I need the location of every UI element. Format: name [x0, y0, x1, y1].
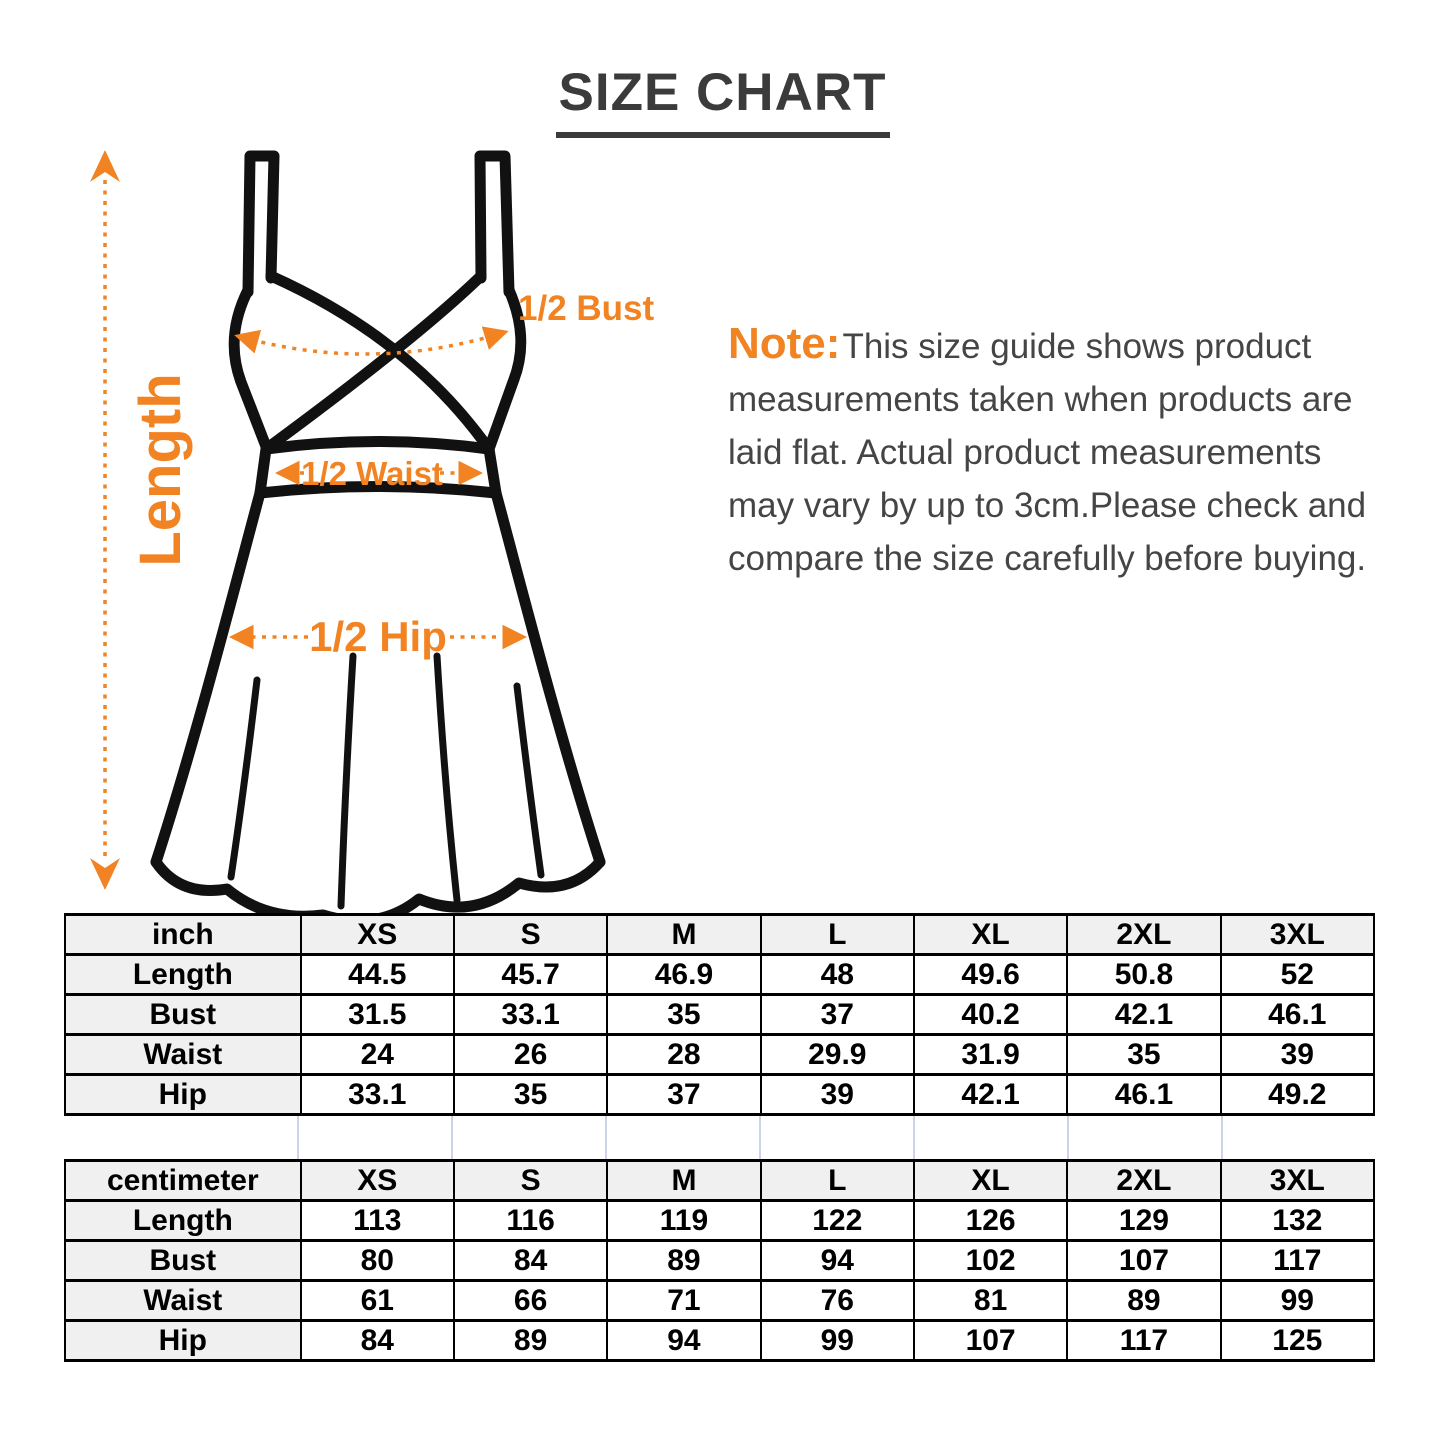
data-row: [65, 955, 1374, 995]
measurement-cell: 24: [301, 1035, 454, 1075]
hip-label: 1/2 Hip: [309, 613, 447, 660]
dress-outline: [156, 156, 600, 915]
row-label: Waist: [65, 1035, 301, 1075]
measurement-cell: 117: [1067, 1321, 1220, 1361]
arrow-up-icon: [90, 150, 120, 182]
data-row: [65, 1321, 1374, 1361]
measurement-cell: 52: [1221, 955, 1374, 995]
measurement-cell: 76: [761, 1281, 914, 1321]
measurement-cell: 80: [301, 1241, 454, 1281]
measurement-cell: 89: [1067, 1281, 1220, 1321]
size-table-centimeter: [64, 1159, 1375, 1362]
measurement-cell: 33.1: [454, 995, 607, 1035]
measurement-cell: 126: [914, 1201, 1067, 1241]
length-arrow: [90, 150, 120, 890]
size-column-header: M: [607, 915, 760, 955]
measurement-cell: 31.5: [301, 995, 454, 1035]
measurement-cell: 48: [761, 955, 914, 995]
size-column-header: XL: [914, 1161, 1067, 1201]
length-label: Length: [128, 373, 193, 567]
measurement-cell: 31.9: [914, 1035, 1067, 1075]
measurement-cell: 119: [607, 1201, 760, 1241]
page-title: SIZE CHART: [556, 62, 890, 138]
measurement-cell: 89: [607, 1241, 760, 1281]
measurement-cell: 39: [761, 1075, 914, 1115]
row-label: Bust: [65, 1241, 301, 1281]
measurement-cell: 45.7: [454, 955, 607, 995]
data-row: [65, 1241, 1374, 1281]
measurement-cell: 99: [1221, 1281, 1374, 1321]
measurement-cell: 42.1: [914, 1075, 1067, 1115]
waist-label: 1/2 Waist: [301, 455, 443, 492]
measurement-cell: 89: [454, 1321, 607, 1361]
measurement-cell: 84: [301, 1321, 454, 1361]
size-column-header: 3XL: [1221, 915, 1374, 955]
row-label: Hip: [65, 1075, 301, 1115]
row-label: Waist: [65, 1281, 301, 1321]
measurement-cell: 29.9: [761, 1035, 914, 1075]
gap-cell: [299, 1116, 453, 1159]
arrow-down-icon: [90, 858, 120, 890]
inch-table-wrap: [64, 913, 1375, 1116]
header-row: [65, 915, 1374, 955]
measurement-cell: 33.1: [301, 1075, 454, 1115]
gap-cell: [915, 1116, 1069, 1159]
size-column-header: 2XL: [1067, 915, 1220, 955]
measurement-cell: 71: [607, 1281, 760, 1321]
measurement-cell: 122: [761, 1201, 914, 1241]
page-title-wrap: [0, 62, 1445, 138]
measurement-cell: 107: [1067, 1241, 1220, 1281]
row-label: Bust: [65, 995, 301, 1035]
measurement-cell: 50.8: [1067, 955, 1220, 995]
measurement-cell: 28: [607, 1035, 760, 1075]
measurement-cell: 49.2: [1221, 1075, 1374, 1115]
size-column-header: S: [454, 1161, 607, 1201]
row-label: Length: [65, 955, 301, 995]
note-text: This size guide shows product: [842, 327, 1312, 366]
note-line: laid flat. Actual product measurements: [728, 433, 1322, 472]
measurement-cell: 84: [454, 1241, 607, 1281]
gap-cell: [1223, 1116, 1375, 1159]
row-label: Length: [65, 1201, 301, 1241]
gap-cell: [761, 1116, 915, 1159]
measurement-cell: 37: [607, 1075, 760, 1115]
measurement-cell: 37: [761, 995, 914, 1035]
header-row: [65, 1161, 1374, 1201]
size-column-header: M: [607, 1161, 760, 1201]
measurement-cell: 107: [914, 1321, 1067, 1361]
note-line: may vary by up to 3cm.Please check and: [728, 486, 1367, 525]
dress-diagram: [60, 140, 680, 915]
measurement-cell: 66: [454, 1281, 607, 1321]
table-gap: [64, 1116, 1375, 1159]
measurement-cell: 117: [1221, 1241, 1374, 1281]
size-column-header: L: [761, 915, 914, 955]
size-column-header: XL: [914, 915, 1067, 955]
gap-cell: [453, 1116, 607, 1159]
size-column-header: S: [454, 915, 607, 955]
data-row: [65, 1035, 1374, 1075]
size-column-header: XS: [301, 915, 454, 955]
unit-header: inch: [65, 915, 301, 955]
measurement-cell: 42.1: [1067, 995, 1220, 1035]
note-block: [728, 317, 1418, 585]
size-column-header: XS: [301, 1161, 454, 1201]
measurement-cell: 49.6: [914, 955, 1067, 995]
measurement-cell: 35: [1067, 1035, 1220, 1075]
measurement-cell: 81: [914, 1281, 1067, 1321]
measurement-cell: 35: [607, 995, 760, 1035]
measurement-cell: 99: [761, 1321, 914, 1361]
measurement-cell: 102: [914, 1241, 1067, 1281]
unit-header: centimeter: [65, 1161, 301, 1201]
size-tables: [64, 913, 1375, 1362]
measurement-cell: 132: [1221, 1201, 1374, 1241]
note-prefix: Note:: [728, 319, 841, 368]
measurement-cell: 129: [1067, 1201, 1220, 1241]
gap-cell: [607, 1116, 761, 1159]
measurement-cell: 26: [454, 1035, 607, 1075]
data-row: [65, 1201, 1374, 1241]
measurement-cell: 116: [454, 1201, 607, 1241]
size-table-inch: [64, 913, 1375, 1116]
row-label: Hip: [65, 1321, 301, 1361]
size-column-header: L: [761, 1161, 914, 1201]
note-line: [728, 317, 1418, 373]
measurement-cell: 44.5: [301, 955, 454, 995]
measurement-cell: 94: [761, 1241, 914, 1281]
measurement-cell: 61: [301, 1281, 454, 1321]
data-row: [65, 1075, 1374, 1115]
measurement-cell: 94: [607, 1321, 760, 1361]
measurement-cell: 125: [1221, 1321, 1374, 1361]
note-line: measurements taken when products are: [728, 380, 1353, 419]
measurement-cell: 39: [1221, 1035, 1374, 1075]
measurement-cell: 113: [301, 1201, 454, 1241]
measurement-cell: 46.1: [1067, 1075, 1220, 1115]
data-row: [65, 1281, 1374, 1321]
bust-label: 1/2 Bust: [518, 289, 655, 328]
gap-cell: [1069, 1116, 1223, 1159]
measurement-cell: 35: [454, 1075, 607, 1115]
note-line: compare the size carefully before buying.: [728, 539, 1367, 578]
size-column-header: 3XL: [1221, 1161, 1374, 1201]
measurement-cell: 40.2: [914, 995, 1067, 1035]
size-column-header: 2XL: [1067, 1161, 1220, 1201]
gap-cell: [64, 1116, 299, 1159]
measurement-cell: 46.9: [607, 955, 760, 995]
measurement-cell: 46.1: [1221, 995, 1374, 1035]
data-row: [65, 995, 1374, 1035]
centimeter-table-wrap: [64, 1159, 1375, 1362]
